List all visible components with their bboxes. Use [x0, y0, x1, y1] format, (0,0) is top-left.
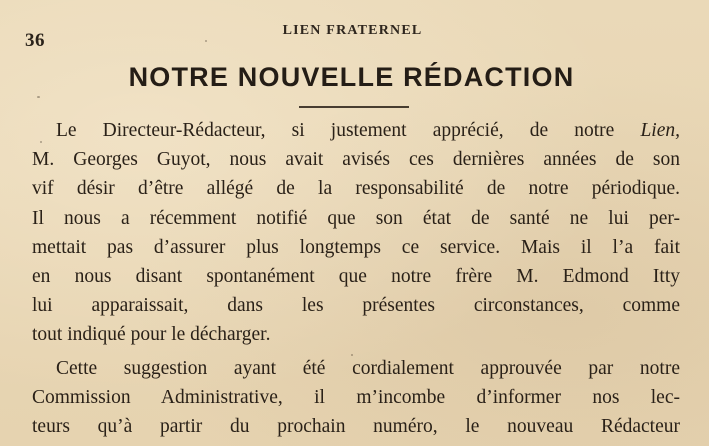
paper-speck [351, 354, 353, 356]
paper-speck [40, 141, 42, 143]
page-number: 36 [25, 30, 45, 51]
paragraph-2 [32, 354, 680, 442]
text-line: teurs qu’à partir du prochain numéro, le nouveau Rédacteur [32, 415, 680, 437]
italic-text: Lien, [640, 120, 680, 141]
text-line: Commission Administrative, il m’incombe d’informer nos lec- [32, 386, 680, 408]
text-line: Il nous a récemment notifié que son état de santé ne lui per- [32, 207, 680, 229]
text-line: en nous disant spontanément que notre frère M. Edmond Itty [32, 265, 680, 287]
paper-speck [37, 96, 40, 98]
article-body [32, 116, 680, 441]
text-line: M. Georges Guyot, nous avait avisés ces dernières années de son [32, 149, 680, 171]
title-underline [299, 106, 409, 108]
text-segment: Le Directeur-Rédacteur, si justement apprécié, de notre [56, 120, 641, 141]
text-line: lui apparaissait, dans les présentes circonstances, comme [32, 295, 680, 317]
article-title: NOTRE NOUVELLE RÉDACTION [128, 62, 575, 92]
text-line: Cette suggestion ayant été cordialement approuvée par notre [56, 357, 680, 379]
text-line: tout indiqué pour le décharger. [32, 324, 271, 346]
text-line: mettait pas d’assurer plus longtemps ce service. Mais il l’a fait [32, 236, 680, 258]
paragraph-1 [32, 116, 680, 350]
paper-speck [205, 40, 207, 42]
running-head: LIEN FRATERNEL [282, 23, 423, 38]
text-line: vif désir d’être allégé de la responsabilité de notre périodique. [32, 178, 680, 200]
text-line [32, 116, 680, 145]
